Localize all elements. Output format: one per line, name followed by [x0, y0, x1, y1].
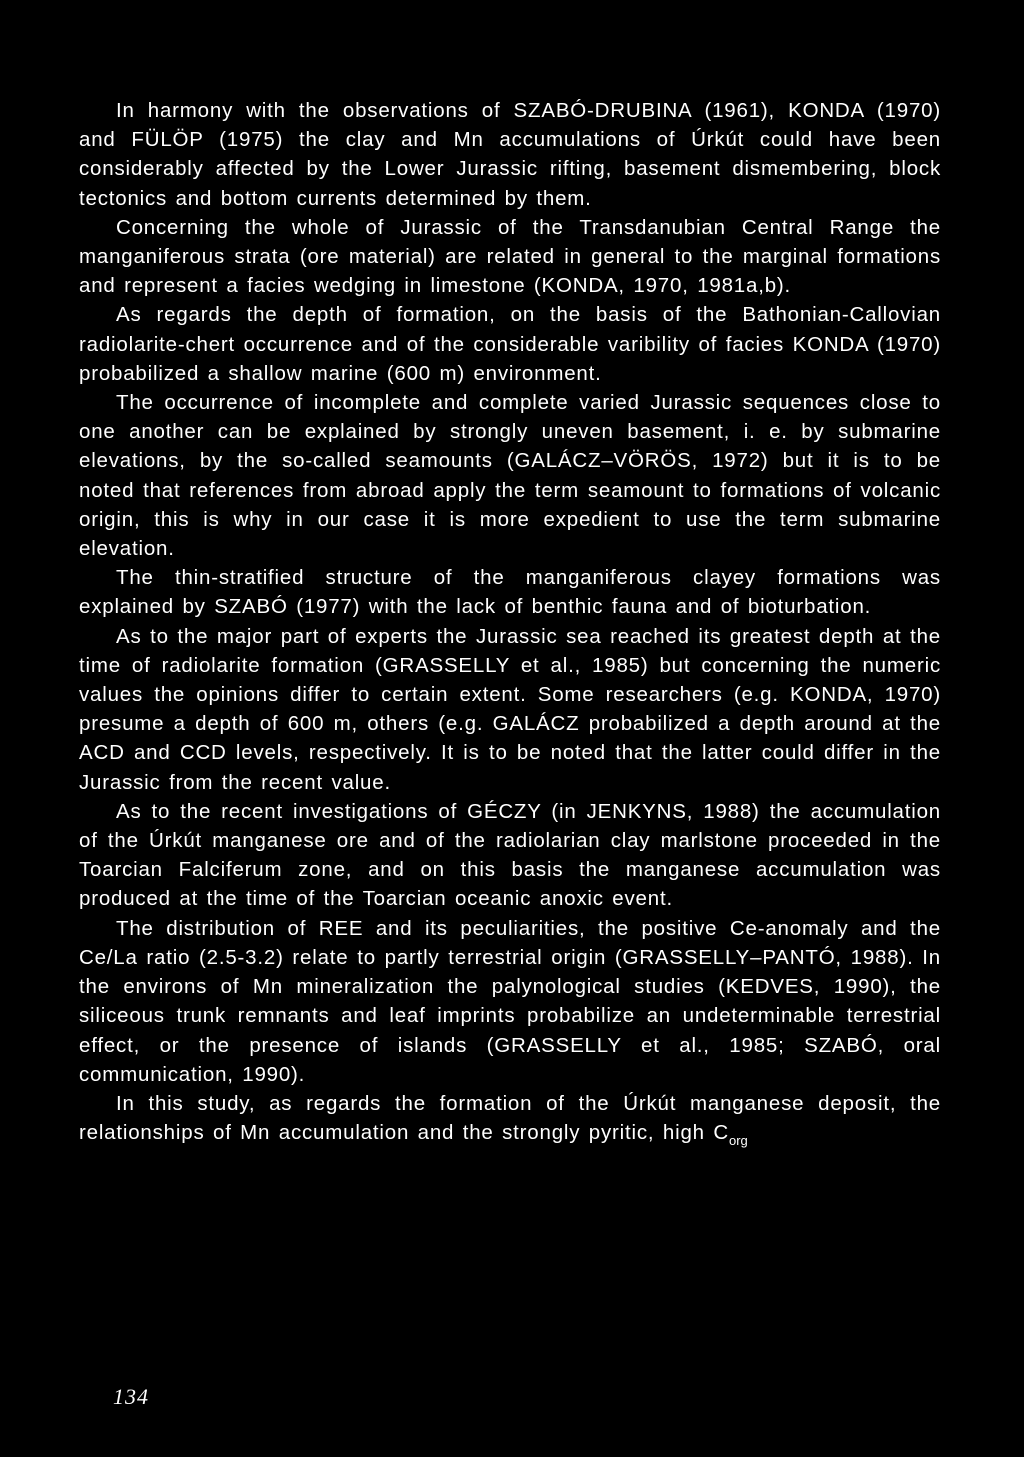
paragraph-4: The occurrence of incomplete and complete varied Jurassic sequences close to one another can be explained by strongly uneven basement, i. e. by submarine elevations, by the so-called seamounts (GALÁCZ–VÖRÖS, 1972) but it is to be noted that references from abroad apply the term seamount to formations of volcanic origin, this is why in our case it is more expedient to use the term submarine elevation. [79, 391, 941, 561]
paragraph-8: The distribution of REE and its peculiarities, the positive Ce-anomaly and the Ce/La ratio (2.5-3.2) relate to partly terrestrial origin (GRASSELLY–PANTÓ, 1988). In the environs of Mn mineralization the palynological studies (KEDVES, 1990), the siliceous trunk remnants and leaf imprints probabilize an undeterminable terrestrial effect, or the presence of islands (GRASSELLY et al., 1985; SZABÓ, oral communication, 1990). [79, 916, 941, 1086]
paragraph-5: The thin-stratified structure of the manganiferous clayey formations was explained by SZABÓ (1977) with the lack of benthic fauna and of bioturbation. [79, 566, 941, 619]
subscript-org: org [729, 1133, 748, 1149]
page-number: 134 [113, 1384, 149, 1409]
paragraph-9 [79, 1089, 941, 1155]
paragraph-7: As to the recent investigations of GÉCZY (in JENKYNS, 1988) the accumulation of the Úrkút manganese ore and of the radiolarian clay marlstone proceeded in the Toarcian Falciferum zone, and on this basis the manganese accumulation was produced at the time of the Toarcian oceanic anoxic event. [79, 799, 941, 911]
paragraph-6: As to the major part of experts the Jurassic sea reached its greatest depth at the time of radiolarite formation (GRASSELLY et al., 1985) but concerning the numeric values the opinions differ to certain extent. Some researchers (e.g. KONDA, 1970) presume a depth of 600 m, others (e.g. GALÁCZ probabilized a depth around at the ACD and CCD levels, respectively. It is to be noted that the latter could differ in the Jurassic from the recent value. [79, 624, 941, 794]
paragraph-1: In harmony with the observations of SZABÓ-DRUBINA (1961), KONDA (1970) and FÜLÖP (1975) the clay and Mn accumulations of Úrkút could have been considerably affected by the Lower Jurassic rifting, basement dismembering, block tectonics and bottom currents determined by them. [79, 99, 941, 210]
paragraph-9-text: In this study, as regards the formation of the Úrkút manganese deposit, the relationships of Mn accumulation and the strongly pyritic, high C [79, 1091, 941, 1145]
paragraph-2: Concerning the whole of Jurassic of the Transdanubian Central Range the manganiferous strata (ore material) are related in general to the marginal formations and represent a facies wedging in limestone (KONDA, 1970, 1981a,b). [79, 215, 941, 298]
paragraph-3: As regards the depth of formation, on the basis of the Bathonian-Callovian radiolarite-chert occurrence and of the considerable varibility of facies KONDA (1970) probabilized a shallow marine (600 m) environment. [79, 303, 941, 385]
body-text [79, 96, 941, 1155]
